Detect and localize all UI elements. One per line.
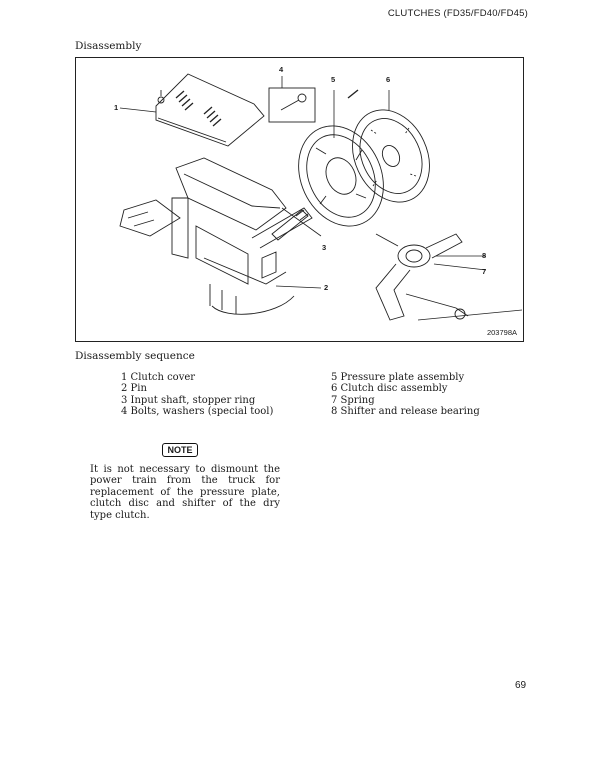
note-text: It is not necessary to dismount the power train from the truck for replacement of the pressure plate, clutch disc and shifter of the dry type clutch.	[90, 464, 280, 521]
callout-8: 8	[482, 251, 487, 260]
sequence-item: 3 Input shaft, stopper ring	[121, 394, 256, 406]
callout-2: 2	[324, 283, 329, 292]
note-badge: NOTE	[162, 443, 198, 457]
sequence-item: 1 Clutch cover	[121, 372, 196, 383]
sequence-title: Disassembly sequence	[75, 350, 195, 362]
sequence-item: 7 Spring	[331, 394, 375, 406]
callout-1: 1	[114, 103, 119, 112]
sequence-item: 5 Pressure plate assembly	[331, 372, 465, 383]
pin-part	[348, 90, 358, 98]
clutch-exploded-drawing	[76, 58, 523, 341]
clutch-disc-part	[338, 97, 444, 214]
sequence-item: 8 Shifter and release bearing	[331, 405, 480, 417]
sequence-item: 6 Clutch disc assembly	[331, 383, 448, 395]
running-header: CLUTCHES (FD35/FD40/FD45)	[387, 8, 528, 19]
bolt-tool-part	[269, 88, 315, 122]
sequence-list-right	[331, 372, 480, 417]
section-title: Disassembly	[75, 40, 142, 52]
callout-3: 3	[322, 243, 327, 252]
page-number: 69	[515, 680, 527, 691]
callout-6: 6	[386, 75, 391, 84]
sequence-item: 2 Pin	[121, 383, 147, 395]
sequence-item: 4 Bolts, washers (special tool)	[121, 405, 274, 417]
exploded-diagram-figure	[75, 57, 524, 342]
shifter-release-bearing-part	[376, 234, 468, 320]
clutch-cover-part	[156, 74, 264, 146]
callout-4: 4	[279, 65, 284, 74]
sequence-list-left	[121, 372, 273, 417]
callout-7: 7	[482, 267, 487, 276]
callout-5: 5	[331, 75, 336, 84]
figure-code: 203798A	[486, 328, 517, 337]
